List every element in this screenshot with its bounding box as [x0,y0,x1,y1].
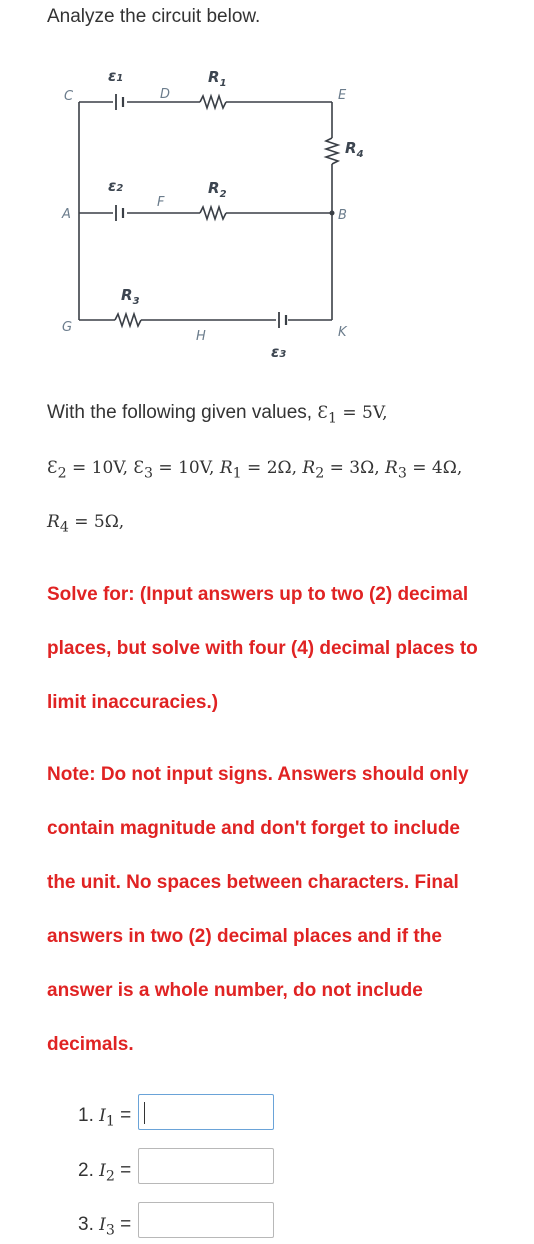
node-h-label: H [196,329,206,344]
emf1-label: ε1 [108,67,124,85]
answer-input-i3[interactable] [138,1202,274,1238]
instruction-line-1: Solve for: (Input answers up to two (2) decimal [47,584,469,605]
note-line-4: answers in two (2) decimal places and if the [47,926,442,947]
node-e-label: E [338,88,347,103]
r4-label: $R_4$ [345,139,364,160]
note-line-2: contain magnitude and don't forget to include [47,818,460,839]
note-line-1: Note: Do not input signs. Answers should only [47,764,469,785]
r2-label: $R_2$ [208,179,227,200]
emf2-label: ε2 [108,177,124,195]
instruction-line-2: places, but solve with four (4) decimal places to [47,638,478,659]
junction-b-dot [330,211,335,216]
given-values-line-3: $R_4 = 5\Omega$, [47,512,125,536]
text-cursor [144,1102,145,1124]
circuit-wires [79,96,338,326]
question-2-label: 2. $I_2$ = [78,1160,132,1185]
circuit-diagram [0,0,534,380]
r1-label: $R_1$ [208,68,227,89]
node-g-label: G [62,320,73,335]
note-line-5: answer is a whole number, do not include [47,980,423,1001]
instruction-line-3: limit inaccuracies.) [47,692,219,713]
node-f-label: F [157,195,165,210]
answer-input-i2[interactable] [138,1148,274,1184]
intro-text: Analyze the circuit below. [47,6,261,27]
node-a-label: A [62,207,71,222]
question-1-label: 1. $I_1$ = [78,1105,132,1130]
answer-input-i1[interactable] [138,1094,274,1130]
node-k-label: K [338,325,347,340]
question-3-label: 3. $I_3$ = [78,1214,132,1239]
note-line-6: decimals. [47,1034,134,1055]
node-c-label: C [64,89,74,104]
note-line-3: the unit. No spaces between characters. Final [47,872,459,893]
emf3-label: ε3 [271,343,287,361]
node-d-label: D [160,87,171,102]
node-b-label: B [338,208,347,223]
r3-label: $R_3$ [121,286,140,307]
given-values-line-2: $Ɛ_2 = 10V$, $Ɛ_3 = 10V$, $R_1 = 2\Omega$, $R_2 = 3\Omega$, $R_3 = 4\Omega$, [47,458,463,482]
given-values-line-1: With the following given values, $Ɛ_1 = 5V$, [47,402,388,427]
